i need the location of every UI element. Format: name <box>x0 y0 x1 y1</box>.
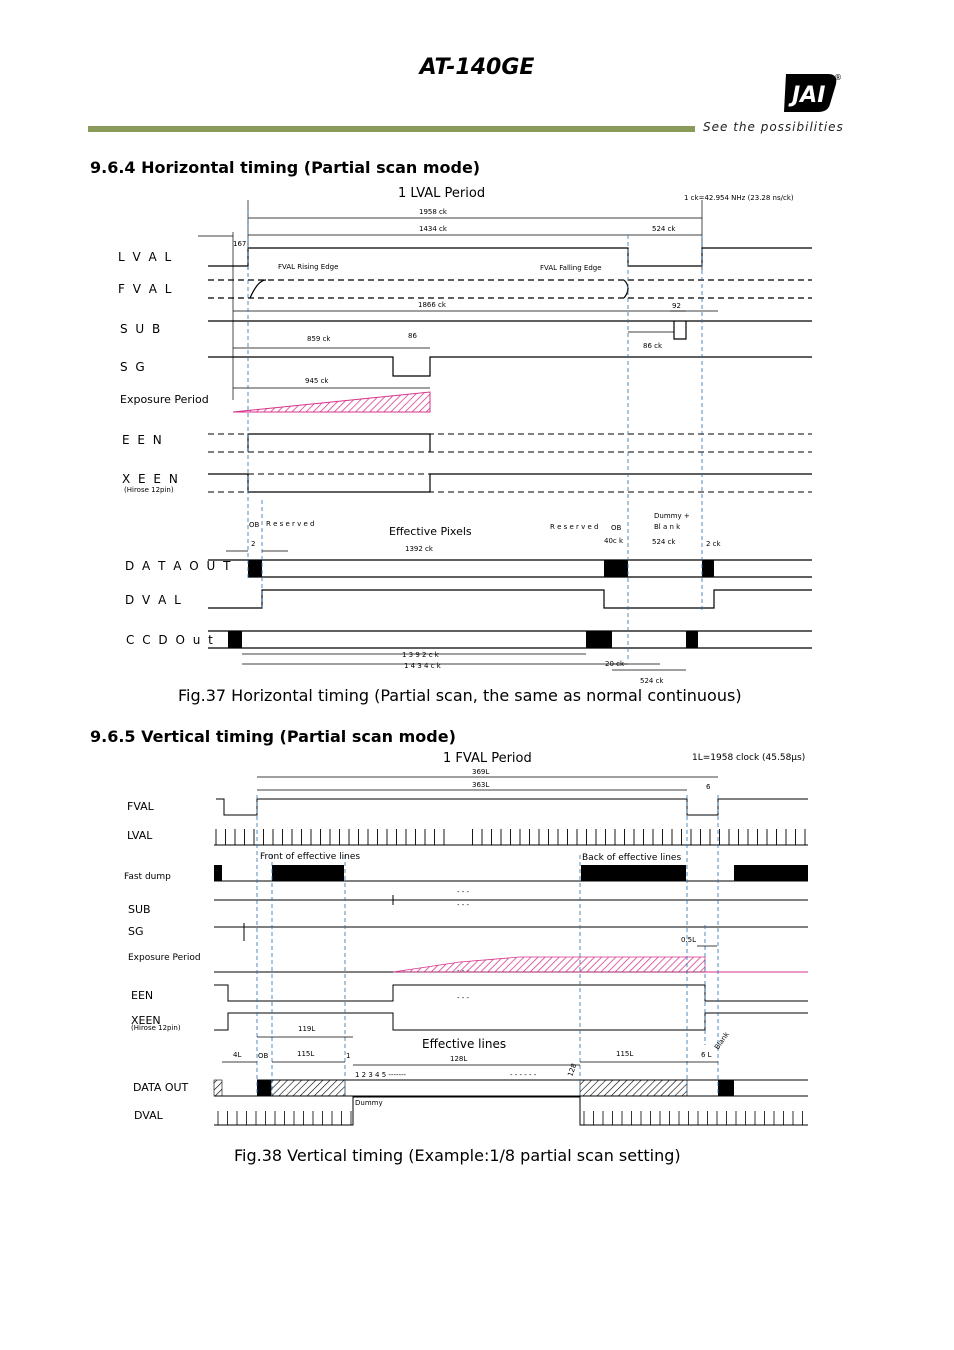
dim-363: 363L <box>472 781 490 789</box>
dim-1434b: 1 4 3 4 c k <box>404 662 441 670</box>
line-note: 1L=1958 clock (45.58μs) <box>692 753 806 763</box>
dummy-label: Dummy <box>355 1099 383 1107</box>
label-lval: LVAL <box>127 829 153 842</box>
label-sub: SUB <box>128 903 151 916</box>
label-een: EEN <box>131 989 154 1002</box>
section-heading-vertical: 9.6.5 Vertical timing (Partial scan mode) <box>90 727 456 746</box>
dim-05L: 0.5L <box>681 936 697 944</box>
jai-logo <box>780 72 842 114</box>
blank-label: Blank <box>713 1030 731 1052</box>
label-xeen: XEEN <box>131 1014 161 1027</box>
dim-115a: 115L <box>297 1050 315 1058</box>
fval-rising-edge: FVAL Rising Edge <box>278 263 339 271</box>
label-ccd-out: C C D O u t <box>126 633 215 647</box>
label-fval: FVAL <box>127 800 154 813</box>
label-data-out: DATA OUT <box>133 1081 189 1094</box>
dim-40: 40c k <box>604 537 624 545</box>
dim-859: 859 ck <box>307 335 331 343</box>
label-fast-dump: Fast dump <box>124 872 171 882</box>
clock-note: 1 ck=42.954 NHz (23.28 ns/ck) <box>684 194 794 202</box>
dim-128b: 128 <box>566 1062 579 1078</box>
dim-945: 945 ck <box>305 377 329 385</box>
label-een: E E N <box>122 433 164 447</box>
back-effective-lines: Back of effective lines <box>582 853 682 863</box>
effective-pixels: Effective Pixels <box>389 525 472 538</box>
svg-text:®: ® <box>834 73 842 82</box>
label-xeen-sub: (Hirose 12pin) <box>131 1024 181 1032</box>
dim-115b: 115L <box>616 1050 634 1058</box>
reserved-right: R e s e r v e d <box>550 523 599 531</box>
blank-label: Bl a n k <box>654 523 681 531</box>
svg-text:- - -: - - - <box>457 888 470 896</box>
ob-label: OB <box>258 1052 269 1060</box>
dim-20: 20 ck <box>605 660 625 668</box>
front-effective-lines: Front of effective lines <box>260 852 361 862</box>
dim-1392: 1392 ck <box>405 545 433 553</box>
figure-37-caption: Fig.37 Horizontal timing (Partial scan, the same as normal continuous) <box>178 686 742 705</box>
dummy-label: Dummy + <box>654 512 690 520</box>
dim-86ck: 86 ck <box>643 342 663 350</box>
dim-2ck: 2 ck <box>706 540 721 548</box>
dim-2: 2 <box>251 540 256 548</box>
dim-369: 369L <box>472 768 490 776</box>
document-title: AT-140GE <box>419 55 535 80</box>
lval-period-label: 1 LVAL Period <box>398 186 486 201</box>
dim-524b: 524 ck <box>652 538 676 546</box>
dim-119: 119L <box>298 1025 316 1033</box>
label-sub: S U B <box>120 322 163 336</box>
label-exposure: Exposure Period <box>120 393 209 406</box>
label-dval: D V A L <box>125 593 183 607</box>
dim-167: 167 <box>233 240 247 248</box>
vertical-timing-diagram <box>0 745 954 1135</box>
horizontal-timing-diagram <box>0 180 954 690</box>
ob-right: OB <box>611 524 622 532</box>
dim-524: 524 ck <box>652 225 676 233</box>
fval-period-label: 1 FVAL Period <box>443 751 532 766</box>
label-sg: S G <box>120 360 147 374</box>
ob-left: OB <box>249 521 260 529</box>
dim-128: 128L <box>450 1055 468 1063</box>
dim-4L: 4L <box>233 1051 242 1059</box>
dim-6: 6 <box>706 783 711 791</box>
sequence-dashes: - - - - - - <box>510 1071 537 1079</box>
label-xeen-sub: (Hirose 12pin) <box>124 486 174 494</box>
dim-1958: 1958 ck <box>419 208 447 216</box>
svg-text:- - -: - - - <box>457 994 470 1002</box>
dim-1: 1 <box>346 1052 351 1060</box>
svg-text:- - -: - - - <box>457 901 470 909</box>
label-dval: DVAL <box>134 1109 163 1122</box>
label-xeen: X E E N <box>122 472 180 486</box>
dim-1392b: 1 3 9 2 c k <box>402 651 439 659</box>
label-fval: F V A L <box>118 282 174 296</box>
dim-92: 92 <box>672 302 681 310</box>
label-lval: L V A L <box>118 250 174 264</box>
tagline: See the possibilities <box>703 120 844 134</box>
dim-524c: 524 ck <box>640 677 664 685</box>
label-sg: SG <box>128 925 144 938</box>
fval-falling-edge: FVAL Falling Edge <box>540 264 602 272</box>
logo-text: JAI <box>792 83 826 108</box>
figure-38-caption: Fig.38 Vertical timing (Example:1/8 partial scan setting) <box>234 1146 681 1165</box>
sequence-label: 1 2 3 4 5 ------- <box>355 1071 407 1079</box>
dim-1866: 1866 ck <box>418 301 446 309</box>
reserved-left: R e s e r v e d <box>266 520 315 528</box>
dim-6L: 6 L <box>701 1051 712 1059</box>
label-exposure: Exposure Period <box>128 953 201 963</box>
dim-86: 86 <box>408 332 417 340</box>
effective-lines: Effective lines <box>422 1037 507 1051</box>
dim-1434: 1434 ck <box>419 225 447 233</box>
label-data-out: D A T A O U T <box>125 559 233 573</box>
header-rule <box>88 126 695 132</box>
section-heading-horizontal: 9.6.4 Horizontal timing (Partial scan mode) <box>90 158 481 177</box>
